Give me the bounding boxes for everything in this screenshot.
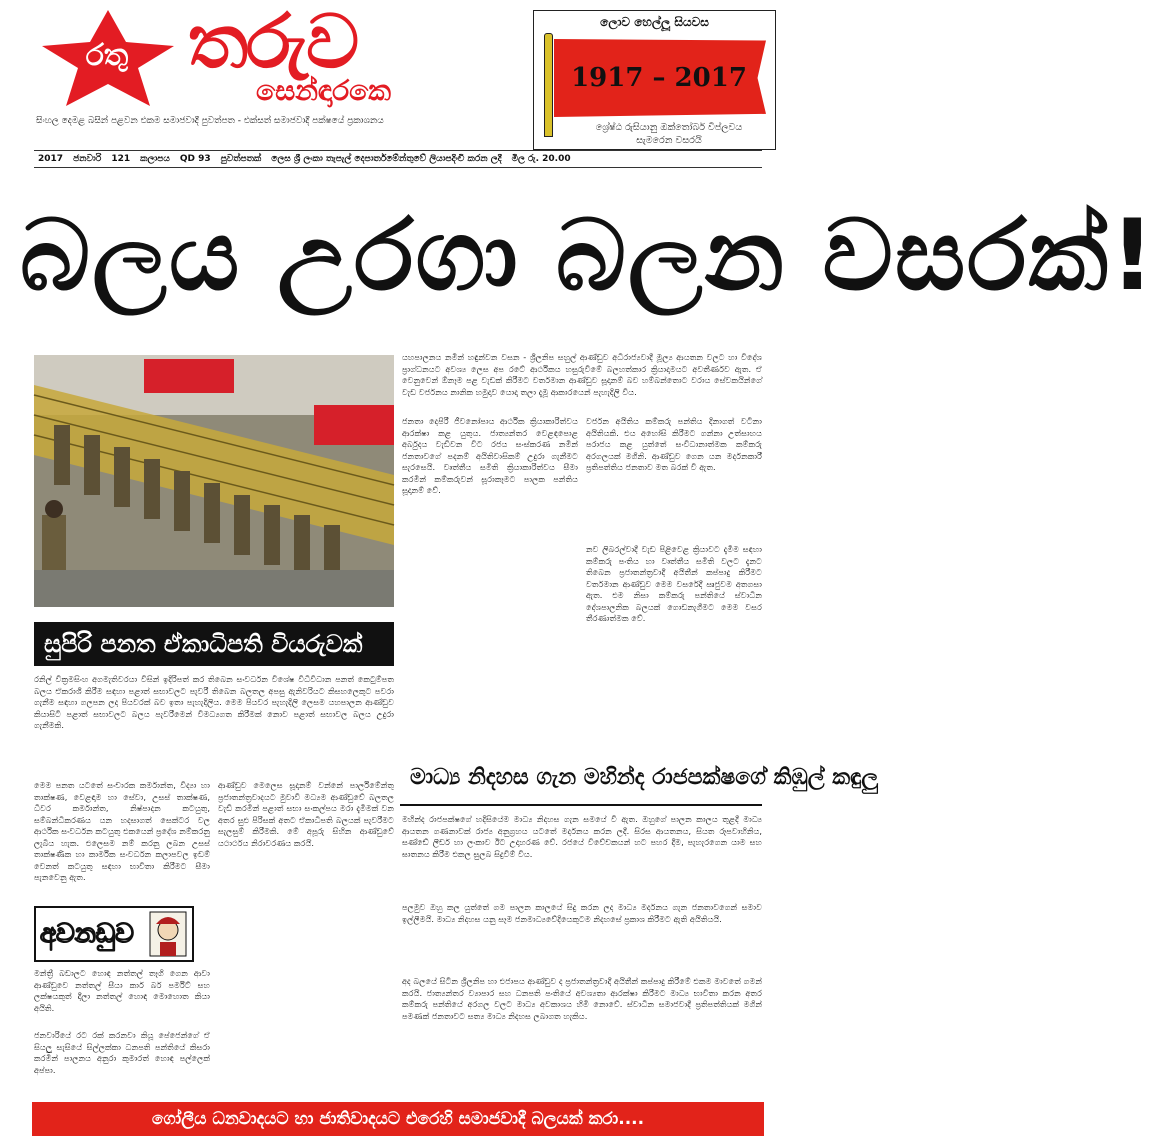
price: මිල රු. 20.00 bbox=[511, 154, 571, 164]
anniversary-caption-line1: ශ්‍රේෂ්ඨ රුසියානු ඔක්තෝබර් විප්ලවය bbox=[595, 122, 743, 133]
cartoon-column-p2: ජනවාරියේ රට රක් කරනවා කියූ පේජෙන්ගේ ඒ සියලු සැසියේ සිල්ලක්කා ධනපති පන්තියේ කිසරා කරමින් පාලනය අනුරා කුමාරත් හොඳ පල්ලෙක් අප්පා. bbox=[34, 1030, 210, 1075]
anniversary-title: ලොව හෙල්ලූ සියවස bbox=[600, 15, 709, 29]
newspaper-title: තරුව bbox=[188, 0, 358, 85]
media-article-p2: පලමුව ඔහු කල යුත්තේ ගම පාලන කාලයේ සිදු කරන ලද මාධ්‍ය මර්දනය ගැන ජනතාවගෙන් සමාව ඉල්ලීමයි. මාධ්‍ය නිදහස යනු සෑම ජනමාධ්‍යවේදියෙකුටම නිදහසේ ප්‍රකාශ කිරීමට ඇති අයිතියයි. bbox=[402, 902, 762, 924]
tagline: සිංහල දෙමළ බසින් පළවන එකම සමාජවාදී පුවත්පත - එක්සත් සමාජවාදී පක්ෂයේ ප්‍රකාශනය bbox=[36, 116, 384, 126]
article-right-col1: ජනතා දෙපිරී ජීවනෝපාය ආර්ථික ක්‍රියාකාරිත්වය ආරක්ෂා කළ යුතුය. ජාත්‍යන්තර වෙළඳපොළ අර්බුදය වැඩිවන විට රජය සංස්කරණ නමින් ජනතාවගේ පදනම් අයිතිවාසිකම් උදුරා ගැනීමට සැරසෙයි. වෘත්තීය සමිති ක්‍රියාකාරිත්වය සීමා කරමින් කම්කරුවන් සූරාකෑමට පාලක පන්තිය සූදානම් වේ. bbox=[402, 416, 578, 495]
registration-code: QD 93 bbox=[179, 154, 211, 164]
subhead-super-act: සුපිරි පනත ඒකාධිපති වියරුවක් bbox=[34, 622, 394, 666]
issue-number: 121 bbox=[111, 154, 131, 164]
media-article-p1: මහින්ද රාජපක්ෂගේ හදිසියේම මාධ්‍ය නිදහස ගැන සමයේ වී ඇත. ඔහුගේ පාලන කාලය තුළදී මාධ්‍ය ආයතන ගණනාවක් රාජ්‍ය අනුග්‍රහය යටතේ මර්දනය කරන ලදී. සිරස ආයතනය, සියත රූපවාහිනිය, සණ්ඩේ ලීඩර් හා ලංකාව ඊට උදාහරණ වේ. රජයේ විවේචකයන් හට පහර දීම, පැහැරගෙන යාම සහ ඝාතනය කිරීම එකල සුලබ සිදුවීම් විය. bbox=[402, 814, 762, 859]
subhead-media-freedom: මාධ්‍ය නිදහස ගැන මහින්ද රාජපක්ෂගේ කිඹුල් කඳුලු bbox=[400, 750, 762, 806]
article-left-col2: ආණ්ඩුව මෙලෙස සූදානම් වන්නේ පාර්ලිමේන්තු ප්‍රජාතන්ත්‍රවාදයට මුවාවී මධ්‍යම ආණ්ඩුවේ බලතල වැඩි කරමින් පළාත් සභා සංකල්පය මරා දැමීමක් වන අතර සුළු පිරිසක් අතට ඒකාධිපති බලයක් පැවරීමට සැලසුම් කිරීමකි. මේ අපූරු සිහින ආණ්ඩුවේ යථාර්ථය නිරාවරණය කරයි. bbox=[218, 780, 394, 848]
article-left-intro: රනිල් වික්‍රමසිංහ අගමැතිවරයා විසින් ඉදිරිපත් කර තිබෙන සංවර්ධන විශේෂ විධිවිධාන පනත් කෙටුම්පත බලය ඒකරාශී කිරීම සඳහා පළාත් සභාවලට පැවරී තිබෙන බලතල අපසු ඇනිවරියට කිසහලෙකුට පවරා ගැනීම සඳහා ගලපන ලද පියවරක් බව ඉතා පැහැදිලිය. මෙම පියවර පැහැදිලි ලෙසම යහපාලන ආණ්ඩුව කියාසිටි පළාත් සභාවලට බලය පැවරීමෙන් විමධ්‍යගත කිරීමක් නොව පළාත් සභාවල බලය උදුරා ගැනීමකි. bbox=[34, 674, 394, 730]
intro-paragraph: යහපාලනය නමින් හඳුන්වන වසන - ශ්‍රීලනිප සහුල් ආණ්ඩුව අධිරාජ්‍යවාදී මූල්‍ය ආයතන වලට හා විදේශ ප්‍රාග්ධනයට අවශ්‍ය ලෙස අප රටේ ආර්ථිකය හසුරුවීමේ බලහත්කාර ක්‍රියාදාමයට අවතීර්ණව ඇත. ඒ වෙනුවෙන් ඕනෑම පළ වැඩක් කිරීමට වර්තමාන ආණ්ඩුව සූදානම් බව හම්බන්තොට වරාය සේවකයින්ගේ වැඩ වර්ජනය නානික හමුදාව යොදා තලා දැමූ ආකාරයෙන් පැහැදිලි විය. bbox=[402, 352, 762, 397]
police-barricade-photo bbox=[34, 355, 394, 607]
flag-pole-icon bbox=[544, 33, 553, 137]
registration-note: ලෙස ශ්‍රී ලංකා තැපැල් දෙපාර්තමේන්තුවේ ලියාපදිංචි කරන ලදී bbox=[271, 154, 502, 164]
registration-label: පුවත්පතක් bbox=[220, 154, 262, 164]
issue-year: 2017 bbox=[38, 154, 64, 164]
logo-star-text: රතු bbox=[85, 38, 129, 73]
anniversary-box bbox=[533, 10, 776, 150]
newspaper-subtitle: සෙන්ඳාරකෙ bbox=[256, 74, 391, 107]
media-article-p3: අද බලයේ සිටින ශ්‍රීලනිප හා එජාපය ආණ්ඩුව ද ප්‍රජාතන්ත්‍රවාදී අයිතීන් කප්පාදු කිරීමේ එකම මාවතේ ගමන් කරයි. ජාත්‍යන්තර ව්‍යාපාර සහ ධනපති පංතියේ අවශ්‍යතා ආරක්ෂා කිරීමට මාධ්‍ය භාවිතා කරන අතර කම්කරු පන්තියේ අරගල වලට මාධ්‍ය අවකාශය හිමි නොවේ. ස්වාධීන සමාජවාදී ප්‍රතිපත්තියක් මගින් පමණක් ජනතාවට සත්‍ය මාධ්‍ය නිදහස ලබාගත හැකිය. bbox=[402, 976, 762, 1021]
anniversary-caption bbox=[574, 121, 764, 147]
photo-illustration bbox=[34, 355, 394, 607]
issue-info-line bbox=[34, 150, 762, 168]
footer-slogan-banner: ගෝලීය ධනවාදයට හා ජාතිවාදයට එරෙහි සමාජවාදී බලයක් කරා.... bbox=[32, 1102, 764, 1136]
article-left-col1: මෙම පනත යටතේ සංචාරක කර්මාන්ත, විද්‍යා හා තාක්ෂණ, වෙළඳාම හා සේවා, උසස් තාක්ෂණ, ධීවර කර්මාන්ත, නිෂ්පාදන කටයුතු, සම්බන්ධීකරණය යන හදසාගත් සෙක්ටර වල ආර්ථික සංවර්ධන කටයුතු එකයෙන් ප්‍රදේශ නම්කරනු ලැබිය හැක. එලෙසම නම් කරනු ලබන උසස් තාක්ෂණික හා කාර්මික සංවර්ධන කලාපවල ඉඩම් වෙනත් කටයුතු සඳහා භාවිතා කිරීමට සීමා පැනවෙනු ඇත. bbox=[34, 780, 210, 882]
newspaper-logo bbox=[38, 0, 468, 108]
anniversary-caption-line2: සැමරෙන වසරයි bbox=[636, 135, 702, 146]
cartoon-column-title: අවනඩුව bbox=[40, 919, 134, 949]
issue-label: කලාපය bbox=[140, 154, 170, 164]
cartoon-face-icon bbox=[150, 912, 186, 956]
article-right-col2: වර්ජන අයිතිය කම්කරු පන්තිය දිනාගත් වටිනා අයිතියකි. එය අහෝසි කිරීමට ගන්නා උත්සාහය පරාජය කළ යුත්තේ සංවිධානාත්මක කම්කරු අරගලයක් මගිනි. ආණ්ඩුව ගෙන යන මර්දනකාරී ප්‍රතිපත්තිය ජනතාව මත බරක් වී ඇත. bbox=[586, 416, 762, 472]
cartoon-column-header bbox=[34, 906, 194, 962]
anniversary-years: 1917 – 2017 bbox=[571, 63, 747, 93]
cartoon-column-p1: මන්ත්‍රී බඩාලට හොඳ නත්තල් තෑගි ගෙන ආවා ආණ්ඩුවෙ නත්තල් සීයා කාර් බර් පර්මිට් සහ ලක්ෂයකුත් දීලා නත්තල් හොඳ මොහොත කියා අයිති. bbox=[34, 968, 210, 1013]
article-right-col3: නව ලිබරල්වාදී වැඩ පිළිවෙළ ක්‍රියාවට දැමීම සඳහා කම්කරු පංතිය හා වෘත්තීය සමිති වලට දැනට තිබෙන ප්‍රජාතන්ත්‍රවාදී අයිතීන් කප්පාදු කිරීමට වර්තමාන ආණ්ඩුව මෙම වසරේදී ඍජුවම අතගසා ඇත. එම නිසා කම්කරු පන්තියේ ස්වාධීන දේශපාලනික බලයක් ගොඩනැගීමට මෙම වසර තීරණාත්මක වේ. bbox=[586, 544, 762, 623]
masthead bbox=[10, 0, 530, 134]
main-headline: බලය උරගා බලන වසරක්! bbox=[20, 199, 1157, 313]
issue-month: ජනවාරි bbox=[73, 154, 102, 164]
